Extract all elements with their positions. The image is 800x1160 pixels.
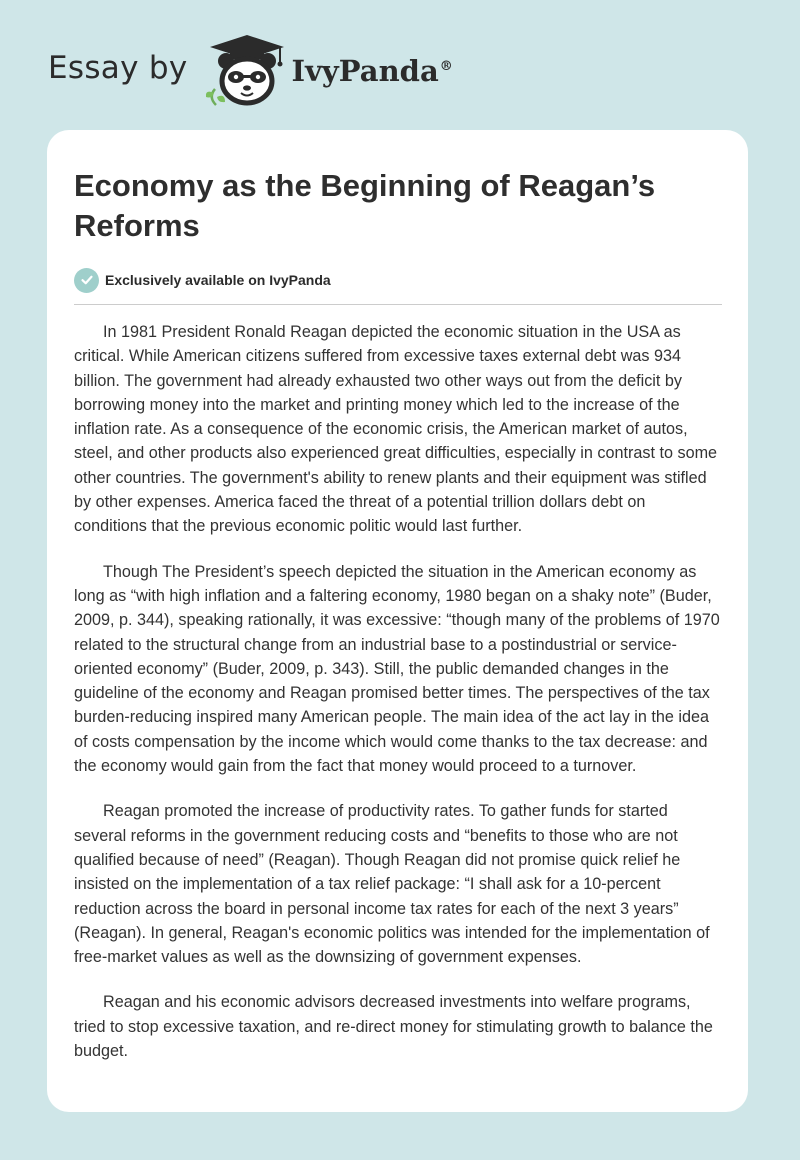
essay-card [47, 130, 748, 1112]
paragraph: Though The President’s speech depicted the situation in the American economy as long as “with high inflation and a faltering economy, 1980 began on a shaky note” (Buder, 2009, p. 344), speaking rationally, it was excessive: “though many of the problems of 1970 related to the structural change from an industrial base to a postindustrial or service-oriented economy” (Buder, 2009, p. 343). Still, the public demanded changes in the guideline of the economy and Reagan promised better times. The perspectives of the tax burden-reducing inspired many American people. The main idea of the act lay in the idea of costs compensation by the income which would come thanks to the tax decrease: and the economy would gain from the fact that money would proceed to a turnover. [74, 562, 720, 776]
brand-name-text: IvyPanda [291, 54, 439, 88]
brand-header [48, 30, 453, 110]
paragraph: Reagan promoted the increase of productivity rates. To gather funds for started several reforms in the government reducing costs and “benefits to those who are not qualified because of need” (Reagan). Though Reagan did not promise quick relief he insisted on the implementation of a tax relief package: “I shall ask for a 10-percent reduction across the board in personal income tax rates for each of the next 3 years” (Reagan). In general, Reagan's economic politics was intended for the implementation of free-market values as well as the downsizing of government expenses. [74, 802, 710, 967]
exclusive-badge [74, 266, 722, 294]
essay-by-label: Essay by [48, 50, 188, 86]
brand-name [292, 54, 453, 88]
panda-graduate-logo-icon [202, 31, 292, 109]
paragraph: Reagan and his economic advisors decreased investments into welfare programs, tried to stop excessive taxation, and re-direct money for stimulating growth to balance the budget. [74, 993, 713, 1061]
essay-body [74, 320, 722, 1063]
paragraph: In 1981 President Ronald Reagan depicted the economic situation in the USA as critical. While American citizens suffered from excessive taxes external debt was 934 billion. The government had already exhausted two other ways out from the deficit by borrowing money into the market and printing money which led to the increase of the inflation rate. As a consequence of the economic crisis, the American market of autos, steel, and other products also experienced great difficulties, especially in contrast to some other countries. The government's ability to renew plants and their equipment was stifled by other expenses. America faced the threat of a potential trillion dollars debt on conditions that the previous economic politic would last further. [74, 323, 718, 536]
check-icon [74, 268, 99, 293]
registered-mark: ® [439, 59, 453, 75]
exclusive-label: Exclusively available on IvyPanda [105, 272, 331, 288]
essay-title: Economy as the Beginning of Reagan’s Reforms [74, 168, 656, 243]
divider [74, 304, 722, 305]
